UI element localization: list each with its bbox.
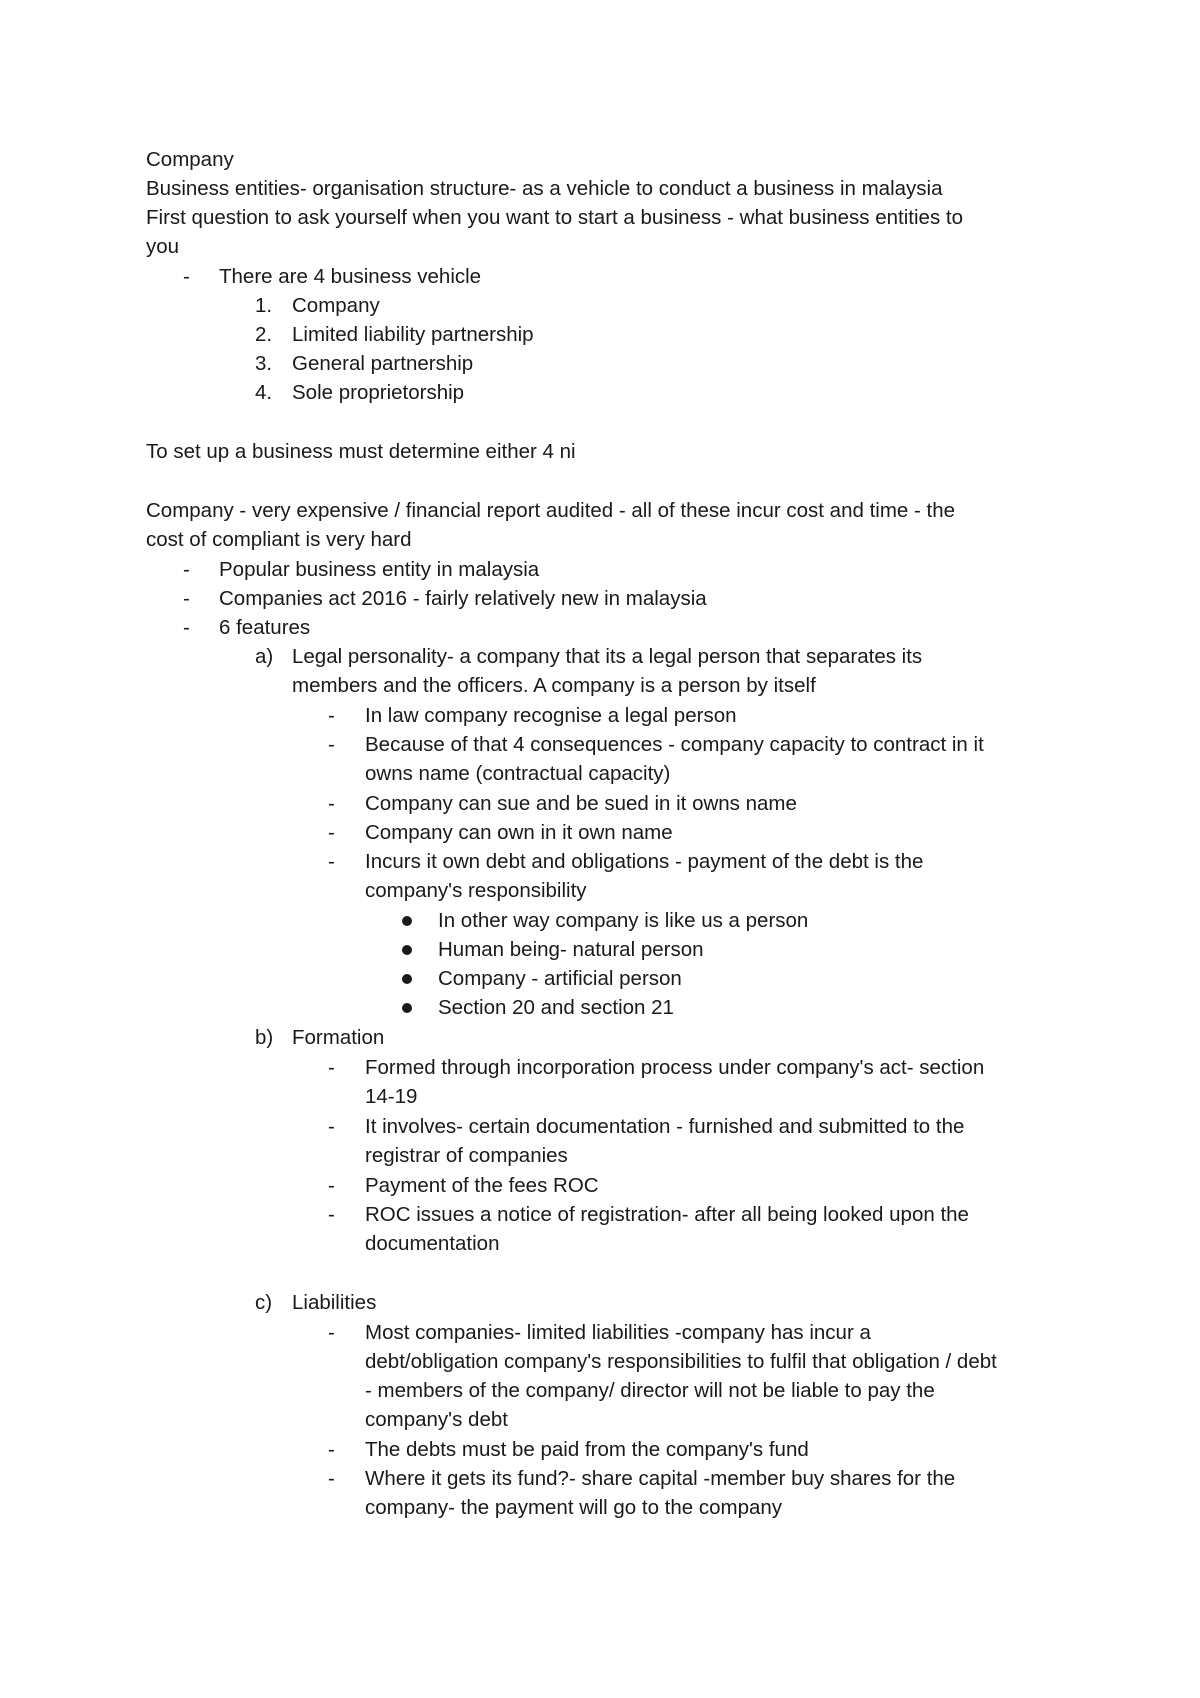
bullet-dot: [402, 974, 412, 984]
feature-a-bullet: In law company recognise a legal person: [365, 704, 737, 727]
list-number: 2.: [255, 323, 273, 346]
bullet-dot: [402, 916, 412, 926]
feature-a-bullet: company's responsibility: [365, 879, 587, 902]
vehicles-bullet: There are 4 business vehicle: [219, 265, 482, 288]
feature-c-bullet: - members of the company/ director will not be liable to pay the: [365, 1379, 935, 1402]
list-item: Limited liability partnership: [292, 323, 534, 346]
dash-marker: -: [328, 792, 335, 815]
bullet-dot: [402, 1003, 412, 1013]
feature-b-bullet: Payment of the fees ROC: [365, 1174, 599, 1197]
dash-marker: -: [328, 1174, 335, 1197]
setup-note: To set up a business must determine either 4 ni: [146, 440, 576, 463]
list-item: Company: [292, 294, 380, 317]
list-item: Sole proprietorship: [292, 381, 465, 404]
intro-line: Business entities- organisation structure- as a vehicle to conduct a business in malaysia: [146, 177, 943, 200]
dash-marker: -: [328, 1203, 335, 1226]
company-note-line: cost of compliant is very hard: [146, 528, 412, 551]
feature-c-bullet: debt/obligation company's responsibilities to fulfil that obligation / debt: [365, 1350, 997, 1373]
feature-line: Legal personality- a company that its a legal person that separates its: [292, 645, 923, 668]
feature-c-bullet: company's debt: [365, 1408, 508, 1431]
dash-marker: -: [183, 616, 190, 639]
feature-b-bullet: registrar of companies: [365, 1144, 568, 1167]
company-bullet: Companies act 2016 - fairly relatively new in malaysia: [219, 587, 707, 610]
dash-marker: -: [183, 265, 190, 288]
list-number: 1.: [255, 294, 273, 317]
feature-b-bullet: ROC issues a notice of registration- after all being looked upon the: [365, 1203, 969, 1226]
feature-a-bullet: Company can own in it own name: [365, 821, 673, 844]
dash-marker: -: [328, 850, 335, 873]
feature-marker: c): [255, 1291, 273, 1314]
feature-label: Formation: [292, 1026, 385, 1049]
feature-a-sub-bullet: Human being- natural person: [438, 938, 704, 961]
feature-line: members and the officers. A company is a person by itself: [292, 674, 816, 697]
doc-title: Company: [146, 148, 234, 171]
dash-marker: -: [183, 558, 190, 581]
feature-b-bullet: It involves- certain documentation - furnished and submitted to the: [365, 1115, 965, 1138]
dash-marker: -: [183, 587, 190, 610]
feature-marker: a): [255, 645, 274, 668]
feature-b-bullet: Formed through incorporation process under company's act- section: [365, 1056, 985, 1079]
feature-label: Liabilities: [292, 1291, 377, 1314]
list-number: 4.: [255, 381, 273, 404]
dash-marker: -: [328, 733, 335, 756]
feature-b-bullet: documentation: [365, 1232, 500, 1255]
feature-a-bullet: Because of that 4 consequences - company capacity to contract in it: [365, 733, 984, 756]
feature-marker: b): [255, 1026, 274, 1049]
dash-marker: -: [328, 1438, 335, 1461]
dash-marker: -: [328, 821, 335, 844]
company-bullet: 6 features: [219, 616, 311, 639]
feature-c-bullet: company- the payment will go to the company: [365, 1496, 783, 1519]
feature-a-sub-bullet: Section 20 and section 21: [438, 996, 674, 1019]
feature-a-sub-bullet: In other way company is like us a person: [438, 909, 809, 932]
feature-c-bullet: The debts must be paid from the company's fund: [365, 1438, 809, 1461]
feature-b-bullet: 14-19: [365, 1085, 418, 1108]
company-note-line: Company - very expensive / financial report audited - all of these incur cost and time - the: [146, 499, 956, 522]
list-number: 3.: [255, 352, 273, 375]
intro-line: First question to ask yourself when you want to start a business - what business entities to: [146, 206, 963, 229]
bullet-dot: [402, 945, 412, 955]
feature-a-bullet: Company can sue and be sued in it owns name: [365, 792, 797, 815]
feature-a-bullet: Incurs it own debt and obligations - payment of the debt is the: [365, 850, 924, 873]
dash-marker: -: [328, 1321, 335, 1344]
feature-a-sub-bullet: Company - artificial person: [438, 967, 682, 990]
feature-c-bullet: Where it gets its fund?- share capital -member buy shares for the: [365, 1467, 956, 1490]
feature-c-bullet: Most companies- limited liabilities -company has incur a: [365, 1321, 871, 1344]
list-item: General partnership: [292, 352, 474, 375]
dash-marker: -: [328, 704, 335, 727]
company-bullet: Popular business entity in malaysia: [219, 558, 540, 581]
dash-marker: -: [328, 1056, 335, 1079]
dash-marker: -: [328, 1115, 335, 1138]
dash-marker: -: [328, 1467, 335, 1490]
intro-line: you: [146, 235, 180, 258]
feature-a-bullet: owns name (contractual capacity): [365, 762, 671, 785]
